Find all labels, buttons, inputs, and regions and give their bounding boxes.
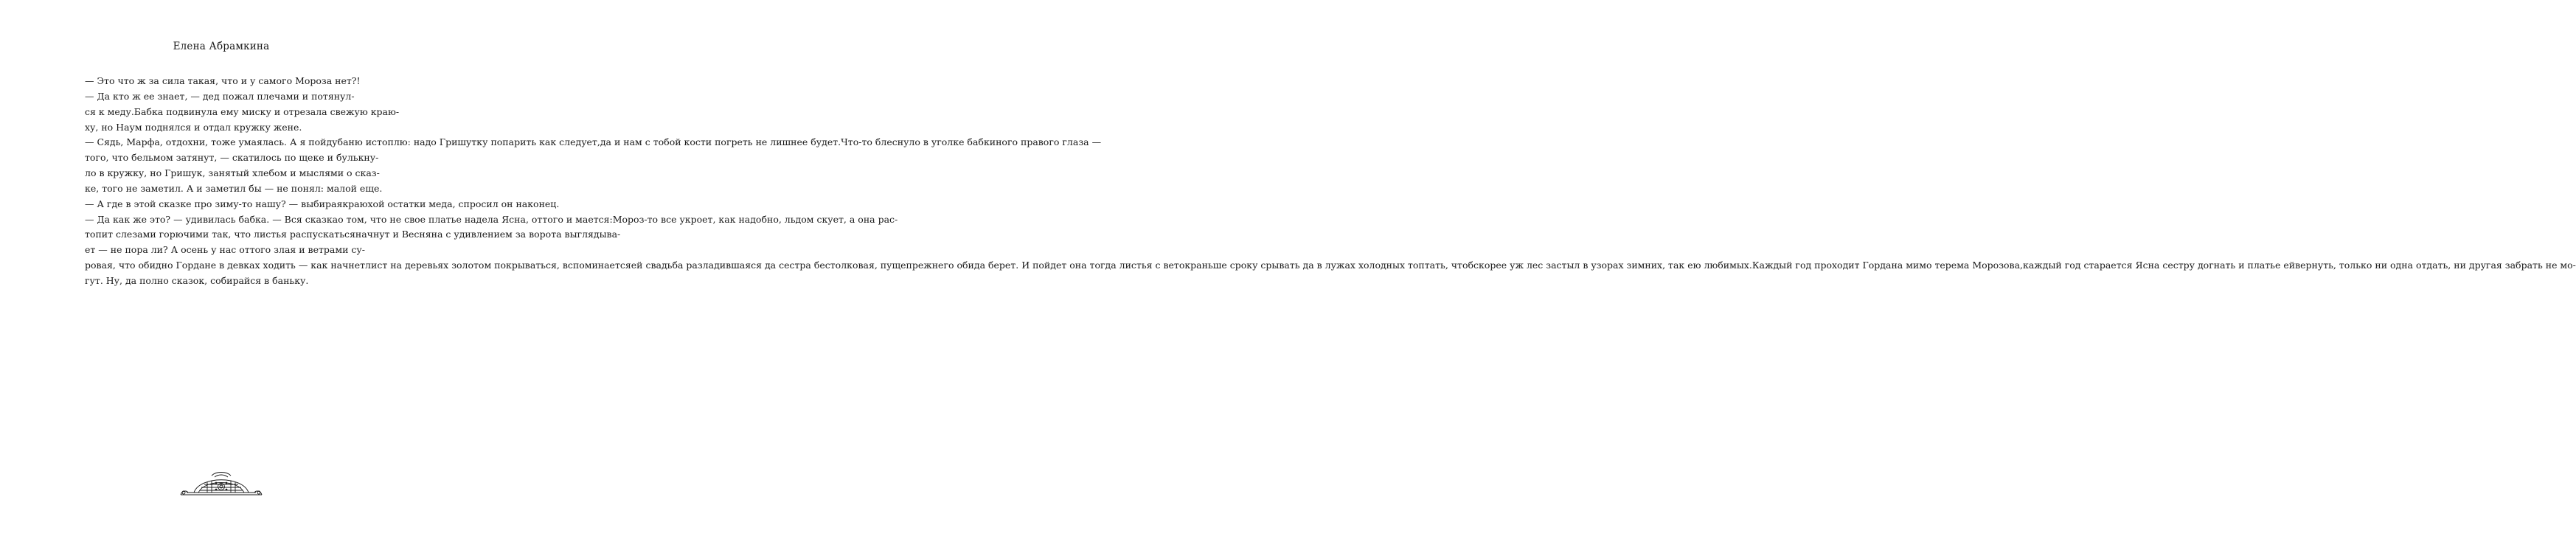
text-line: прежнего обида берет. И пойдет она тогда листья с веток	[906, 260, 1191, 271]
ornament-vignette-icon	[179, 468, 263, 498]
text-line: ся к меду.	[85, 105, 134, 117]
text-line: ке, того не заметил. А и заметил бы — не понял: малой еще.	[85, 182, 383, 194]
text-line: о том, что не свое платье надела Ясна, оттого и мается:	[338, 213, 613, 225]
text-line: начнут и Весняна с удивлением за ворота выглядыва-	[355, 229, 621, 240]
text-line: Бабка подвинула ему миску и отрезала свежую краю-	[133, 105, 400, 117]
body-text	[85, 73, 2576, 288]
text-line: раньше сроку срывать да в лужах холодных топтать, чтоб	[1190, 260, 1474, 271]
text-line: ху, но Наум поднялся и отдал кружку жене.	[85, 121, 302, 133]
text-line: ровая, что обидно Гордане в девках ходить — как начнет	[85, 260, 366, 271]
text-line: баню истоплю: надо Гришутку попарить как следует,	[337, 136, 600, 148]
text-line: Мороз-то все укроет, как надобно, льдом скует, а она рас-	[612, 213, 898, 225]
text-line: — Это что ж за сила такая, что и у самого Мороза нет?!	[85, 75, 361, 86]
text-line: Каждый год проходит Гордана мимо терема Морозова,	[1752, 260, 2024, 271]
text-line: — А где в этой сказке про зиму-то нашу? — выбирая	[85, 198, 343, 209]
text-line: скорее уж лес застыл в узорах зимних, так ею любимых.	[1473, 260, 1752, 271]
text-line: ей свадьба разладившаяся да сестра бестолковая, пуще	[631, 260, 906, 271]
text-line: топит слезами горючими так, что листья распускаться	[85, 229, 355, 240]
text-line: того, что бельмом затянут, — скатилось по щеке и булькну-	[85, 152, 379, 164]
text-line: да и нам с тобой кости погреть не лишнее будет.	[600, 136, 841, 148]
text-line: — Сядь, Марфа, отдохни, тоже умаялась. А я пойду	[85, 136, 338, 148]
text-line: — Да кто ж ее знает, — дед пожал плечами и потянул-	[85, 90, 355, 102]
running-header-author: Елена Абрамкина	[173, 41, 270, 52]
text-line: ло в кружку, но Гришук, занятый хлебом и мыслями о сказ-	[85, 167, 380, 179]
text-line: каждый год старается Ясна сестру догнать и платье ей	[2023, 260, 2296, 271]
text-line: лист на деревьях золотом покрываться, вспоминается	[365, 260, 631, 271]
text-line: гут. Ну, да полно сказок, собирайся в баньку.	[85, 274, 309, 286]
text-line: краюхой остатки меда, спросил он наконец.	[342, 198, 560, 209]
text-line: — Да как же это? — удивилась бабка. — Вся сказка	[85, 213, 339, 225]
text-line: ет — не пора ли? А осень у нас оттого злая и ветрами су-	[85, 244, 365, 256]
text-line: Что-то блеснуло в уголке бабкиного правого глаза —	[841, 136, 1102, 148]
text-line: вернуть, только ни одна отдать, ни другая забрать не мо-	[2295, 260, 2576, 271]
